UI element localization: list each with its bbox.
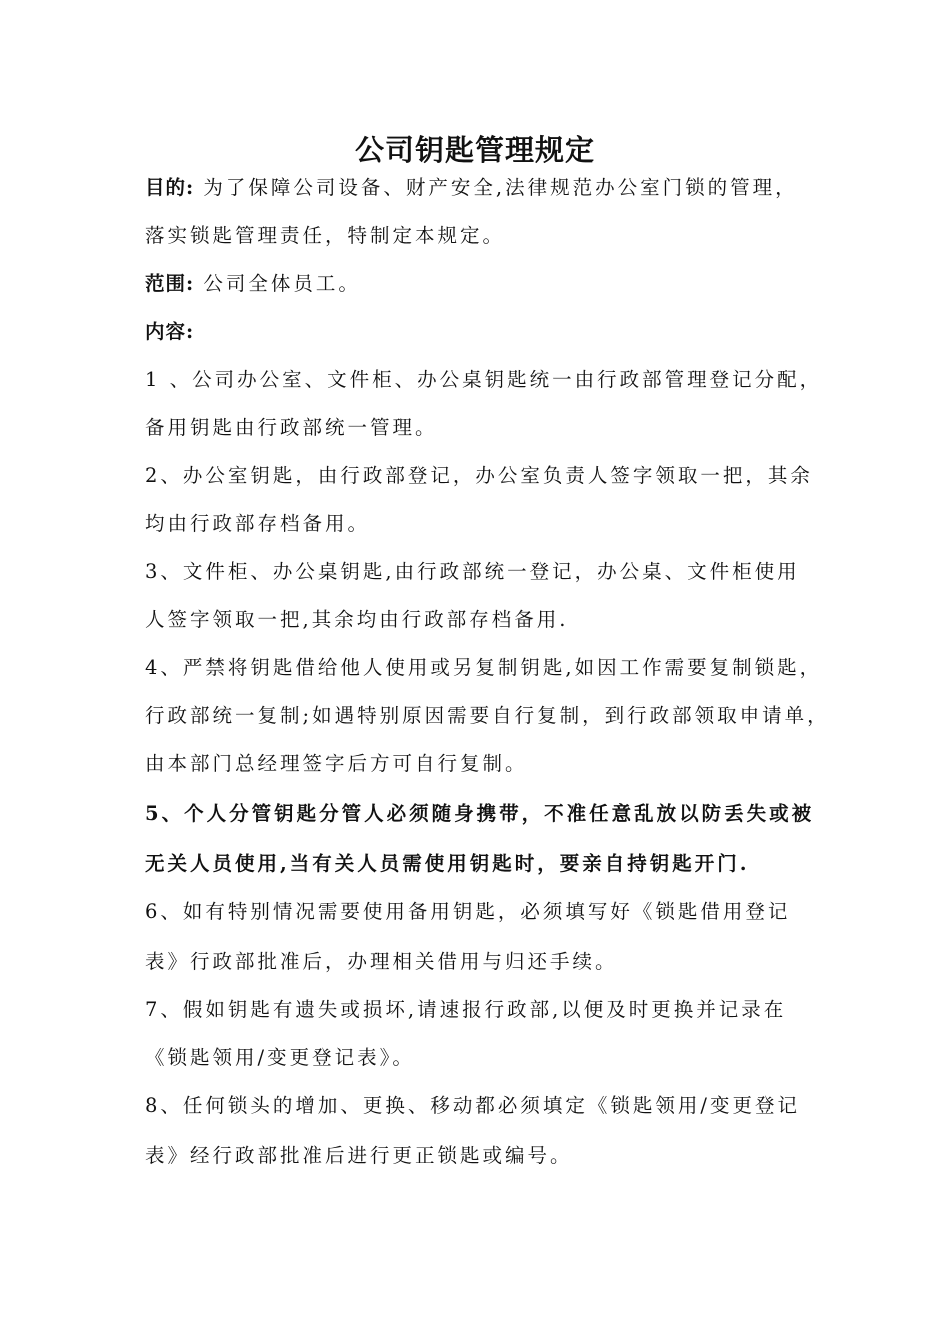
item-5-line-2: 无关人员使用,当有关人员需使用钥匙时，要亲自持钥匙开门. (145, 852, 750, 875)
item-3-line-2: 人签字领取一把,其余均由行政部存档备用. (145, 608, 569, 631)
scope-label: 范围: (145, 272, 195, 295)
item-5-line-1: 5、个人分管钥匙分管人必须随身携带，不准任意乱放以防丢失或被 (145, 802, 815, 825)
item-8-line-1: 8、任何锁头的增加、更换、移动都必须填定《锁匙领用/变更登记 (145, 1094, 800, 1117)
item-4-line-2: 行政部统一复制;如遇特别原因需要自行复制，到行政部领取申请单， (145, 704, 830, 727)
scope-text: 公司全体员工。 (203, 272, 361, 295)
item-8-line-2: 表》经行政部批准后进行更正锁匙或编号。 (145, 1144, 573, 1167)
item-2-line-2: 均由行政部存档备用。 (145, 512, 371, 535)
item-7-line-1: 7、假如钥匙有遗失或损坏,请速报行政部,以便及时更换并记录在 (145, 998, 787, 1021)
scope-line (145, 268, 361, 300)
item-6-line-2: 表》行政部批准后，办理相关借用与归还手续。 (145, 950, 618, 973)
purpose-line-1 (145, 172, 798, 204)
item-1-line-1: 1 、公司办公室、文件柜、办公桌钥匙统一由行政部管理登记分配， (145, 368, 823, 391)
item-4-line-3: 由本部门总经理签字后方可自行复制。 (145, 752, 528, 775)
document-title: 公司钥匙管理规定 (354, 133, 595, 167)
item-1-line-2: 备用钥匙由行政部统一管理。 (145, 416, 438, 439)
item-2-line-1: 2、办公室钥匙，由行政部登记，办公室负责人签字领取一把，其余 (145, 464, 813, 487)
item-3-line-1: 3、文件柜、办公桌钥匙,由行政部统一登记，办公桌、文件柜使用 (145, 560, 800, 583)
item-7-line-2: 《锁匙领用/变更登记表》。 (145, 1046, 415, 1069)
purpose-label: 目的: (145, 176, 195, 199)
purpose-line-2: 落实锁匙管理责任，特制定本规定。 (145, 224, 506, 247)
item-4-line-1: 4、严禁将钥匙借给他人使用或另复制钥匙,如因工作需要复制锁匙， (145, 656, 823, 679)
item-6-line-1: 6、如有特别情况需要使用备用钥匙，必须填写好《锁匙借用登记 (145, 900, 791, 923)
purpose-text-1: 为了保障公司设备、财产安全,法律规范办公室门锁的管理， (203, 176, 798, 199)
content-label: 内容: (145, 320, 195, 343)
